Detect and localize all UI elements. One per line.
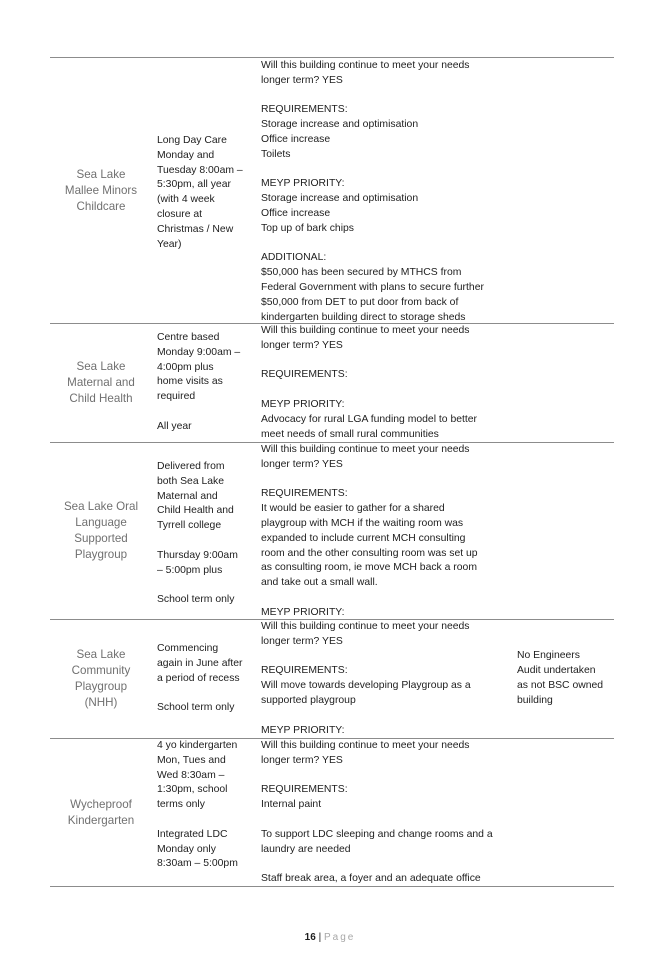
- hours-text: Integrated LDC Monday only 8:30am – 5:00pm: [157, 828, 238, 870]
- hours-cell: [157, 739, 253, 886]
- notes-text: ADDITIONAL: $50,000 has been secured by MTHCS from Federal Government with plans to secure further $50,000 from DET to put door from back of kindergarten building direct to storage sheds: [261, 252, 484, 323]
- notes-cell: [261, 324, 511, 442]
- notes-text: To support LDC sleeping and change rooms and a laundry are needed: [261, 828, 493, 855]
- service-name-cell: [50, 58, 152, 323]
- footer-separator: |: [318, 932, 322, 943]
- hours-text: School term only: [157, 702, 235, 714]
- notes-text: REQUIREMENTS: It would be easier to gather for a shared playgroup with MCH if the waiting room was expanded to include current MCH consulting room and the other consulting room was set up as consulting room, ie move MCH back a room and take out a small wall.: [261, 488, 478, 589]
- service-name-cell: [50, 620, 152, 738]
- notes-text: REQUIREMENTS:: [261, 369, 348, 381]
- notes-cell: [261, 739, 511, 886]
- service-name: Sea Lake Community Playgroup (NHH): [71, 648, 131, 709]
- notes-text: REQUIREMENTS: Will move towards developing Playgroup as a supported playgroup: [261, 665, 471, 706]
- other-cell: [517, 620, 614, 738]
- hours-cell: [157, 620, 253, 738]
- notes-text: MEYP PRIORITY: Advocacy for rural LGA funding model to better meet needs of small rural communities: [261, 398, 478, 440]
- notes-cell: [261, 620, 511, 738]
- page-footer: [0, 932, 660, 943]
- other-cell: [517, 58, 614, 323]
- page-number: 16: [304, 932, 316, 943]
- notes-text: Will this building continue to meet your needs longer term? YES: [261, 60, 470, 86]
- notes-cell: [261, 58, 511, 323]
- service-name-cell: [50, 739, 152, 886]
- table-row: [50, 324, 614, 443]
- notes-text: MEYP PRIORITY:: [261, 606, 345, 618]
- notes-text: REQUIREMENTS: Internal paint: [261, 784, 348, 811]
- hours-cell: [157, 443, 253, 619]
- table-row: [50, 443, 614, 620]
- notes-text: Will this building continue to meet your needs longer term? YES: [261, 444, 470, 470]
- table-row: [50, 58, 614, 324]
- service-name-cell: [50, 443, 152, 619]
- notes-text: REQUIREMENTS: Storage increase and optimisation Office increase Toilets: [261, 104, 419, 160]
- notes-cell: [261, 443, 511, 619]
- hours-text: All year: [157, 420, 192, 432]
- hours-text: Delivered from both Sea Lake Maternal and Child Health and Tyrrell college: [157, 461, 234, 532]
- table-row: [50, 739, 614, 887]
- notes-text: Will this building continue to meet your needs longer term? YES: [261, 740, 470, 766]
- facilities-table: [50, 57, 614, 887]
- notes-text: Will this building continue to meet your needs longer term? YES: [261, 621, 470, 647]
- notes-text: MEYP PRIORITY: Storage increase and optimisation Office increase Top up of bark chips: [261, 178, 419, 234]
- other-cell: [517, 443, 614, 619]
- hours-text: Commencing again in June after a period of recess: [157, 643, 243, 684]
- service-name: Sea Lake Mallee Minors Childcare: [64, 167, 138, 213]
- hours-cell: [157, 324, 253, 442]
- service-name: Sea Lake Maternal and Child Health: [67, 360, 135, 405]
- hours-text: Centre based Monday 9:00am – 4:00pm plus home visits as required: [157, 332, 241, 403]
- notes-text: Will this building continue to meet your needs longer term? YES: [261, 325, 470, 351]
- hours-text: Long Day Care Monday and Tuesday 8:00am – 5:30pm, all year (with 4 week closure at Christmas / New Year): [157, 135, 243, 250]
- hours-text: 4 yo kindergarten Mon, Tues and Wed 8:30am – 1:30pm, school terms only: [157, 740, 238, 811]
- notes-text: MEYP PRIORITY:: [261, 724, 345, 736]
- notes-text: Staff break area, a foyer and an adequate office: [261, 873, 481, 885]
- other-cell: [517, 739, 614, 886]
- other-text: No Engineers Audit undertaken as not BSC owned building: [517, 650, 604, 706]
- page-label: Page: [323, 932, 356, 943]
- hours-text: Thursday 9:00am – 5:00pm plus: [157, 549, 238, 576]
- hours-text: School term only: [157, 594, 235, 606]
- hours-cell: [157, 58, 253, 323]
- other-cell: [517, 324, 614, 442]
- service-name: Wycheproof Kindergarten: [67, 797, 135, 827]
- table-row: [50, 620, 614, 739]
- service-name: Sea Lake Oral Language Supported Playgroup: [63, 500, 139, 561]
- service-name-cell: [50, 324, 152, 442]
